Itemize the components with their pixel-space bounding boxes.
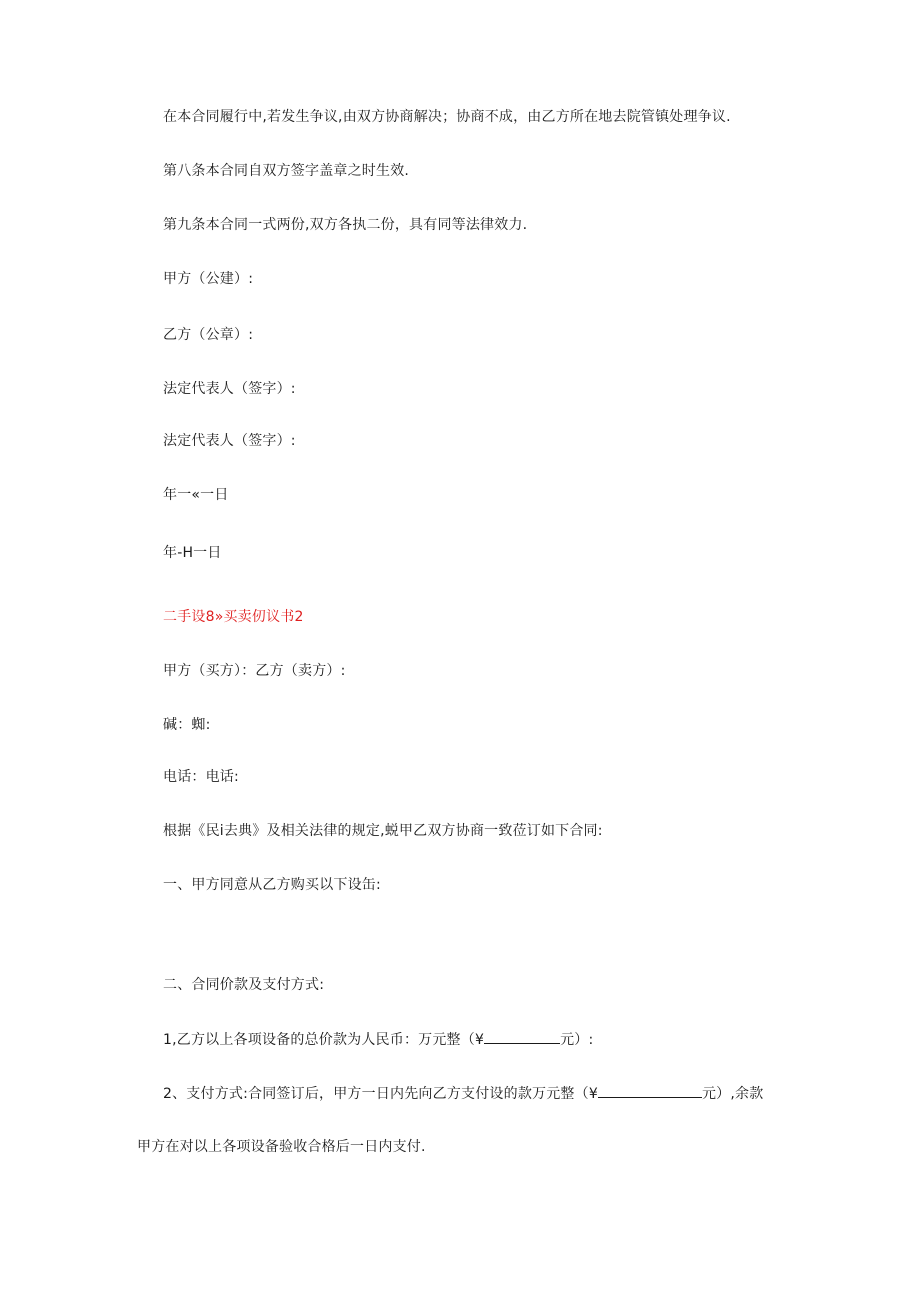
date-line-a: 年一«一日 [163,487,229,503]
paragraph-dispute-resolution: 在本合同履行中,若发生争议,由双方协商解决；协商不成，由乙方所在地去院管镇处理争议. [163,109,731,125]
party-a-seal-line: 甲方（公建）: [163,271,254,287]
payment-method-suffix: 元）,余款 [701,1086,764,1102]
total-price-blank [484,1030,560,1044]
total-price-suffix: 元）: [560,1032,594,1048]
total-price-text: 1,乙方以上各项设备的总价款为人民币：万元整（¥ [163,1032,485,1048]
payment-method-text: 2、支付方式:合同签订后，甲方一日内先向乙方支付设的款万元整（¥ [163,1086,598,1102]
paragraph-article-8: 第八条本合同自双方签字盖章之时生效. [163,163,410,179]
address-line: 碱：蜘: [163,717,211,733]
clause-2-1-total-price [163,1030,593,1049]
legal-representative-signature-a: 法定代表人（签字）: [163,381,296,397]
clause-1-purchase: 一、甲方同意从乙方购买以下设缶: [163,877,381,893]
date-line-b: 年-H一日 [163,545,222,561]
clause-2-price-payment: 二、合同价款及支付方式: [163,977,325,993]
deposit-amount-blank [598,1084,702,1098]
clause-2-2-payment-method [163,1084,763,1103]
legal-representative-signature-b: 法定代表人（签字）: [163,433,296,449]
party-b-seal-line: 乙方（公章）: [163,327,254,343]
paragraph-article-9: 第九条本合同一式两份,双方各执二份，具有同等法律效力. [163,217,528,233]
phone-line: 电话：电话: [163,769,239,785]
clause-2-2-continuation: 甲方在对以上各项设备验收合格后一日内支付. [137,1139,426,1155]
buyer-seller-line: 甲方（买方）：乙方（卖方）: [163,663,346,679]
paragraph-legal-basis: 根据《民i去典》及相关法律的规定,蜕甲乙双方协商一致莅订如下合同: [163,823,603,839]
section-heading: 二手设8»买卖仞议书2 [163,609,304,625]
